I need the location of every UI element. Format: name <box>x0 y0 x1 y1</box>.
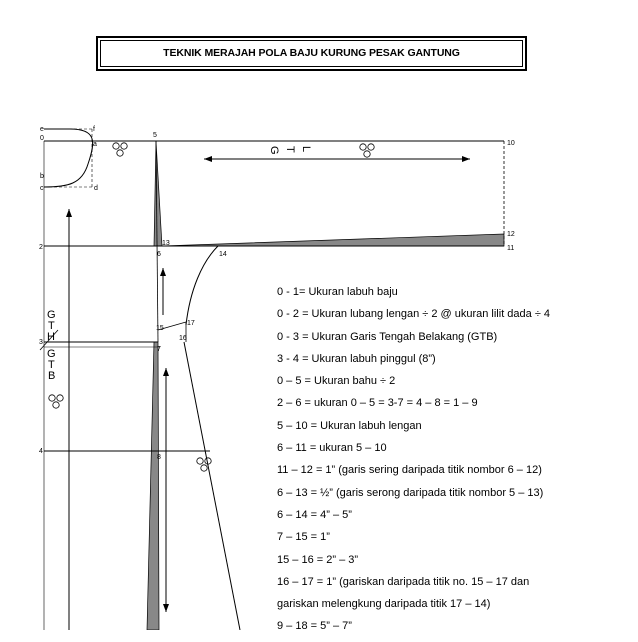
instruction-line: 2 – 6 = ukuran 0 – 5 = 3-7 = 4 – 8 = 1 – 9 <box>277 397 478 410</box>
instruction-line: gariskan melengkung daripada titik 17 – 14) <box>277 598 491 611</box>
gtb-g: G <box>47 348 56 360</box>
gtb-b: B <box>48 370 56 382</box>
point-b: b <box>40 173 44 180</box>
point-17: 17 <box>187 320 195 327</box>
shoulder-dart <box>154 141 162 246</box>
gtl-g: G <box>268 146 280 155</box>
sleeve-slant <box>162 234 504 246</box>
point-15: 15 <box>156 325 164 332</box>
point-7: 7 <box>157 346 161 353</box>
point-11: 11 <box>507 245 515 252</box>
gth-g: G <box>47 309 56 321</box>
instruction-line: 5 – 10 = Ukuran labuh lengan <box>277 419 422 432</box>
instruction-line: 0 – 5 = Ukuran bahu ÷ 2 <box>277 375 396 388</box>
point-d: d <box>94 185 98 192</box>
point-c: c <box>40 185 44 192</box>
instruction-line: 6 – 14 = 4” – 5” <box>277 508 352 521</box>
gth-t: T <box>48 320 55 332</box>
instruction-line: 11 – 12 = 1” (garis sering daripada titik nombor 6 – 12) <box>277 464 542 477</box>
point-e: e <box>40 126 44 133</box>
point-f: f <box>93 126 95 133</box>
point-a: a <box>93 141 97 148</box>
point-14: 14 <box>219 251 227 258</box>
instruction-line: 7 – 15 = 1” <box>277 531 330 544</box>
gtb-t: T <box>48 359 55 371</box>
point-13: 13 <box>162 240 170 247</box>
neckline-curve <box>44 129 93 187</box>
instruction-line: 0 - 1= Ukuran labuh baju <box>277 286 398 298</box>
point-3: 3 <box>39 339 43 346</box>
instruction-line: 9 – 18 = 5” – 7” <box>277 620 352 633</box>
instruction-line: 6 – 11 = ukuran 5 – 10 <box>277 442 387 455</box>
side-seam <box>184 342 240 630</box>
instruction-list <box>277 285 607 642</box>
gtl-l: L <box>300 146 312 153</box>
armhole-curve <box>186 246 218 325</box>
point-6: 6 <box>157 251 161 258</box>
page-title: TEKNIK MERAJAH POLA BAJU KURUNG PESAK GANTUNG <box>163 47 460 59</box>
instruction-line: 16 – 17 = 1” (gariskan daripada titik no. 15 – 17 dan <box>277 575 530 588</box>
centre-wedge <box>147 342 159 630</box>
gth-h: H <box>47 331 55 343</box>
instruction-line: 6 – 13 = ½” (garis serong daripada titik nombor 5 – 13) <box>277 486 544 499</box>
point-5: 5 <box>153 132 157 139</box>
point-12: 12 <box>507 231 515 238</box>
point-8: 8 <box>157 454 161 461</box>
point-4: 4 <box>39 448 43 455</box>
instruction-line: 15 – 16 = 2” – 3” <box>277 553 359 566</box>
instruction-line: 0 - 2 = Ukuran lubang lengan ÷ 2 @ ukuran lilit dada ÷ 4 <box>277 308 551 321</box>
instruction-line: 0 - 3 = Ukuran Garis Tengah Belakang (GTB) <box>277 330 498 343</box>
point-10: 10 <box>507 140 515 147</box>
point-16: 16 <box>179 335 187 342</box>
point-2: 2 <box>39 244 43 251</box>
point-0: 0 <box>40 135 44 142</box>
gtl-t: T <box>284 146 296 153</box>
instruction-line: 3 - 4 = Ukuran labuh pinggul (8”) <box>277 352 436 365</box>
